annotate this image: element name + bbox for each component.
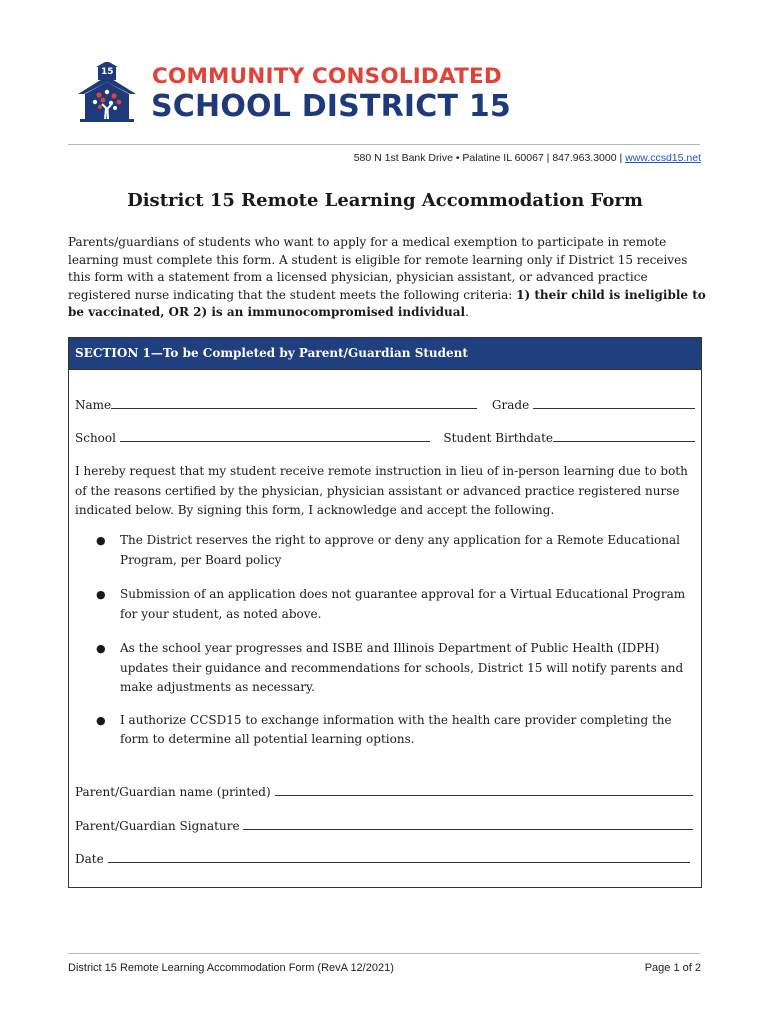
website-link[interactable]: www.ccsd15.net	[625, 152, 701, 164]
intro-text: Parents/guardians of students who want to apply for a medical exemption to participate in remote learning must complete this form. A student is eligible for remote learning only if District 15 receives this form with a statement from a licensed physician, physician assistant, or advanced practice registered nurse indicating that the student meets the following criteria:	[68, 235, 688, 302]
form-title: District 15 Remote Learning Accommodation Form	[127, 190, 643, 211]
guardian-name-field[interactable]	[75, 784, 695, 799]
school-field[interactable]	[75, 430, 430, 445]
request-paragraph: I hereby request that my student receive remote instruction in lieu of in-person learning due to both of the reasons certified by the physician, physician assistant or advanced practice registered nurse indicated below. By signing this form, I acknowledge and accept the following.	[75, 464, 688, 517]
date-field[interactable]	[75, 851, 695, 866]
list-item	[69, 585, 703, 624]
guardian-name-label: Parent/Guardian name (printed)	[75, 785, 271, 799]
bullet-icon: ●	[96, 588, 106, 601]
footer-divider	[68, 953, 700, 954]
list-item	[69, 711, 703, 750]
footer-form-name: District 15 Remote Learning Accommodation Form (RevA 12/2021)	[68, 962, 394, 974]
bullet-text: Submission of an application does not guarantee approval for a Virtual Educational Program for your student, as noted above.	[120, 587, 686, 621]
intro-end: .	[465, 305, 469, 319]
bullet-icon: ●	[96, 534, 106, 547]
bullet-icon: ●	[96, 713, 106, 727]
guardian-signature-field[interactable]	[75, 818, 695, 833]
grade-field[interactable]	[492, 397, 695, 412]
bullet-text: I authorize CCSD15 to exchange information with the health care provider completing the form to determine all potential learning options.	[120, 712, 672, 746]
intro-criteria: 1) their child is ineligible to be vaccinated, OR 2) is an immunocompromised individual	[68, 287, 706, 319]
list-item	[69, 531, 703, 570]
intro-paragraph	[68, 234, 708, 322]
logo-number: 15	[101, 67, 114, 77]
name-label: Name	[75, 398, 112, 412]
header-divider	[68, 144, 700, 145]
district-logo	[78, 62, 538, 128]
date-label: Date	[75, 852, 104, 866]
address-text: 580 N 1st Bank Drive • Palatine IL 60067 | 847.963.3000 |	[353, 152, 626, 164]
bullet-icon: ●	[96, 642, 106, 655]
acknowledgement-list	[69, 531, 703, 750]
grade-label: Grade	[491, 398, 530, 412]
logo-text-school-district: SCHOOL DISTRICT 15	[151, 89, 511, 124]
bullet-text: The District reserves the right to approve or deny any application for a Remote Educational Program, per Board policy	[120, 533, 680, 567]
district-address	[354, 152, 701, 164]
footer-page-number: Page 1 of 2	[644, 962, 701, 974]
list-item	[69, 639, 703, 698]
bullet-text: As the school year progresses and ISBE and Illinois Department of Public Health (IDPH) updates their guidance and recommendations for schools, District 15 will notify parents and make adjustments as necessary.	[120, 641, 684, 694]
section-1-box	[68, 337, 702, 888]
name-field[interactable]	[75, 397, 477, 412]
birthdate-label: Student Birthdate	[443, 431, 553, 445]
guardian-signature-label: Parent/Guardian Signature	[75, 819, 240, 833]
section-1-header: SECTION 1—To be Completed by Parent/Guardian Student	[69, 338, 701, 370]
birthdate-field[interactable]	[443, 430, 695, 445]
school-label: School	[75, 431, 116, 445]
logo-text-community-consolidated: COMMUNITY CONSOLIDATED	[152, 64, 502, 89]
